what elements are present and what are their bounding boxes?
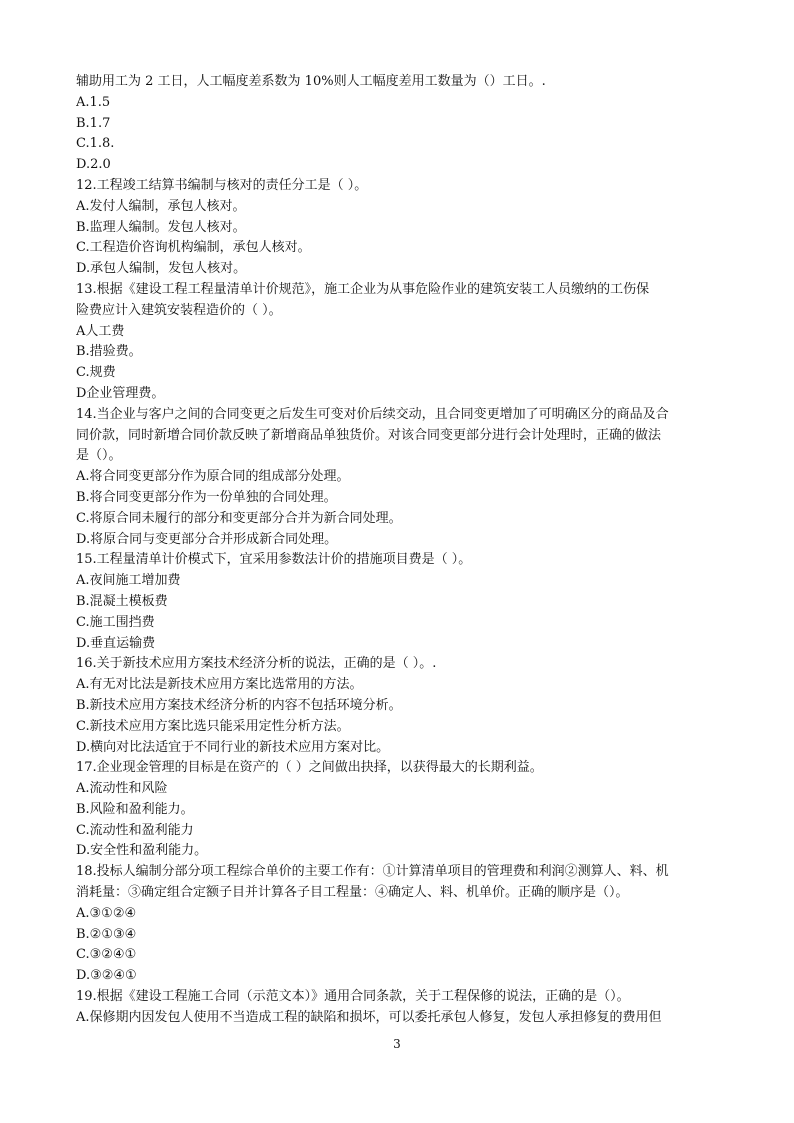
text-line: C.将原合同未履行的部分和变更部分合并为新合同处理。 <box>76 510 402 526</box>
text-line: B.②①③④ <box>76 926 137 942</box>
text-line: 14.当企业与客户之间的合同变更之后发生可变对价后续交动，且合同变更增加了可明确区分的商品及合 <box>76 406 669 422</box>
text-line: 消耗量：③确定组合定额子目并计算各子目工程量：④确定人、料、机单价。正确的顺序是（）。 <box>76 885 629 901</box>
text-line: 15.工程量清单计价模式下，宜采用参数法计价的措施项目费是（ ）。 <box>76 552 472 568</box>
text-line: C.工程造价咨询机构编制，承包人核对。 <box>76 240 311 256</box>
text-line: D.安全性和盈利能力。 <box>76 843 208 859</box>
text-line: C.施工围挡费 <box>76 614 155 630</box>
page-number: 3 <box>393 1037 401 1051</box>
text-line: 19.根据《建设工程施工合同（示范文本）》通用合同条款，关于工程保修的说法，正确的是（）。 <box>76 989 630 1005</box>
text-line: 16.关于新技术应用方案技术经济分析的说法，正确的是（ ）。. <box>76 656 437 672</box>
text-line: D.③②④① <box>76 968 137 984</box>
text-line: 险费应计入建筑安装程造价的（ ）。 <box>76 302 282 318</box>
text-line: C.规费 <box>76 365 116 381</box>
text-line: 辅助用工为 2 工日，人工幅度差系数为 10%则人工幅度差用工数量为（）工日。. <box>76 74 546 89</box>
text-line: 13.根据《建设工程工程量清单计价规范》，施工企业为从事危险作业的建筑安装工人员缴纳的工伤保 <box>76 281 650 297</box>
text-line: D.将原合同与变更部分合并形成新合同处理。 <box>76 531 338 547</box>
text-line: C.③②④① <box>76 947 137 963</box>
text-line: A.流动性和风险 <box>76 781 168 797</box>
text-line: B.将合同变更部分作为一份单独的合同处理。 <box>76 489 337 505</box>
text-line: A.发付人编制，承包人核对。 <box>76 198 246 214</box>
text-line: A.保修期内因发包人使用不当造成工程的缺陷和损坏，可以委托承包人修复，发包人承担修复的费用但 <box>76 1009 662 1025</box>
text-line: 18.投标人编制分部分项工程综合单价的主要工作有：①计算清单项目的管理费和利润②测算人、料、机 <box>76 864 669 880</box>
text-line: D.横向对比法适宜于不同行业的新技术应用方案对比。 <box>76 739 390 755</box>
text-line: C.新技术应用方案比选只能采用定性分析方法。 <box>76 718 350 734</box>
text-line: A.有无对比法是新技术应用方案比选常用的方法。 <box>76 677 363 693</box>
document-body <box>76 72 716 1029</box>
text-line: D.承包人编制，发包人核对。 <box>76 261 247 277</box>
text-line: B.监理人编制。发包人核对。 <box>76 219 246 235</box>
text-line: A.将合同变更部分作为原合同的组成部分处理。 <box>76 469 350 485</box>
text-line: D.2.0 <box>76 157 111 173</box>
text-line: D企业管理费。 <box>76 385 165 401</box>
text-line: B.新技术应用方案技术经济分析的内容不包括环境分析。 <box>76 697 402 713</box>
text-line: B.混凝土模板费 <box>76 593 168 609</box>
text-line: A.③①②④ <box>76 905 137 921</box>
text-line: C.1.8. <box>76 136 115 152</box>
text-line: D.垂直运输费 <box>76 635 156 651</box>
text-line: B.风险和盈利能力。 <box>76 801 194 817</box>
text-line: 12.工程竣工结算书编制与核对的责任分工是（ ）。 <box>76 177 368 193</box>
text-line: 同价款，同时新增合同价款反映了新增商品单独货价。对该合同变更部分进行会计处理时，正确的做法 <box>76 427 662 443</box>
text-line: A.夜间施工增加费 <box>76 573 181 589</box>
text-line: 17.企业现金管理的目标是在资产的（ ）之间做出抉择，以获得最大的长期利益。 <box>76 760 543 776</box>
text-line: C.流动性和盈利能力 <box>76 822 194 838</box>
text-line: A人工费 <box>76 323 125 339</box>
text-line: A.1.5 <box>76 94 111 110</box>
text-line: B.1.7 <box>76 115 111 131</box>
text-line: B.措验费。 <box>76 344 142 360</box>
text-line: 是（）。 <box>76 448 122 464</box>
